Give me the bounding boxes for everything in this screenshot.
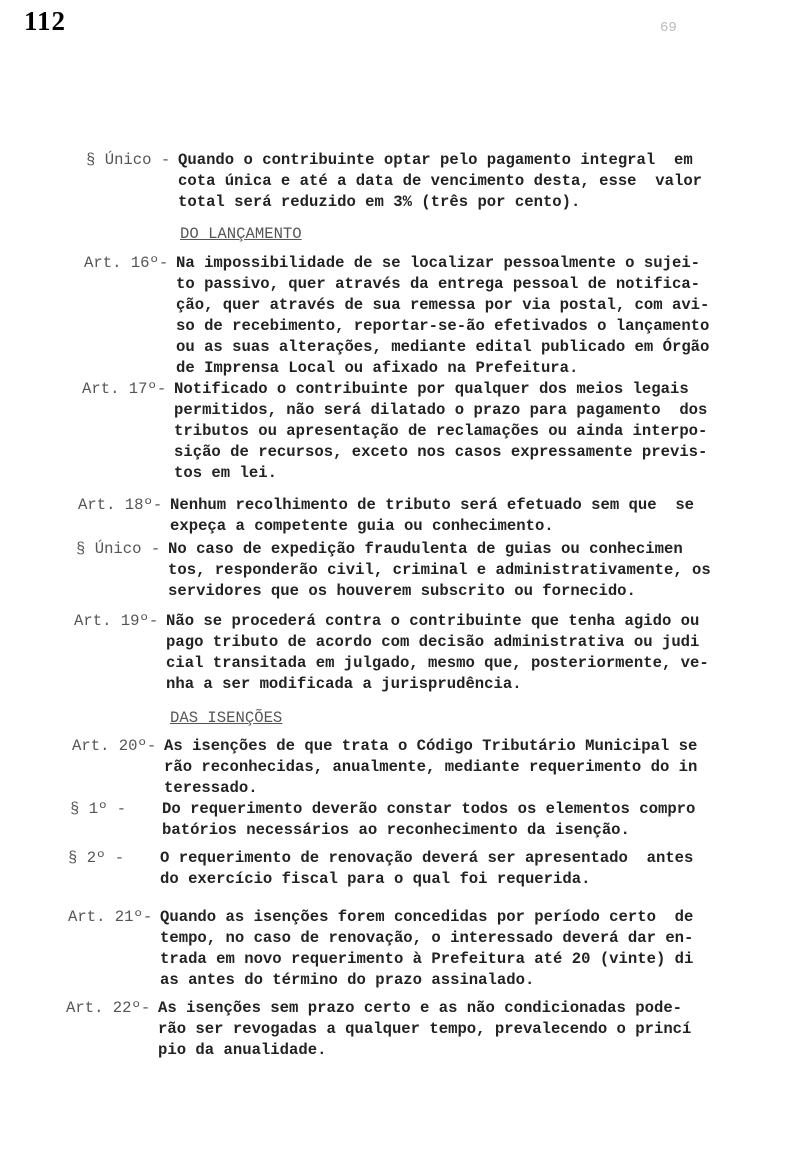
article-text-line: nha a ser modificada a jurisprudência. — [166, 675, 522, 693]
article-text-line: Nenhum recolhimento de tributo será efetuado sem que se — [170, 496, 695, 514]
article-text-line: As isenções de que trata o Código Tributário Municipal se — [164, 737, 698, 755]
article-text-line: tributos ou apresentação de reclamações ou ainda interpo- — [174, 422, 708, 440]
article-text-line: total será reduzido em 3% (três por cento). — [178, 193, 581, 211]
article-text-line: cial transitada em julgado, mesmo que, posteriormente, ve- — [166, 654, 709, 672]
section-heading: DAS ISENÇÕES — [170, 709, 283, 727]
article-text-line: servidores que os houverem subscrito ou fornecido. — [168, 582, 636, 600]
article-text-line: do exercício fiscal para o qual foi requerida. — [160, 870, 591, 888]
article-text-line: so de recebimento, reportar-se-ão efetivados o lançamento — [176, 317, 710, 335]
section-heading: DO LANÇAMENTO — [180, 225, 302, 243]
article-label: Art. 22º- — [66, 999, 151, 1017]
article-label: Art. 17º- — [82, 380, 167, 398]
article-text-line: O requerimento de renovação deverá ser apresentado antes — [160, 849, 694, 867]
page-number: 112 — [24, 6, 67, 36]
article-text-line: As isenções sem prazo certo e as não condicionadas pode- — [158, 999, 683, 1017]
article-text-line: tos, responderão civil, criminal e administrativamente, os — [168, 561, 711, 579]
article-label: § Único - — [76, 540, 161, 558]
article-text-line: Quando o contribuinte optar pelo pagamento integral em — [178, 151, 693, 169]
article-text-line: Notificado o contribuinte por qualquer dos meios legais — [174, 380, 689, 398]
article-text-line: permitidos, não será dilatado o prazo para pagamento dos — [174, 401, 708, 419]
article-text-line: teressado. — [164, 779, 258, 797]
article-text-line: Na impossibilidade de se localizar pessoalmente o sujei- — [176, 254, 701, 272]
article-label: Art. 20º- — [72, 737, 157, 755]
page-stamp: 69 — [660, 20, 677, 36]
article-text-line: to passivo, quer através da entrega pessoal de notifica- — [176, 275, 701, 293]
article-label: § 1º - — [70, 800, 127, 818]
article-text-line: expeça a competente guia ou conhecimento. — [170, 517, 554, 535]
article-text-line: tos em lei. — [174, 464, 277, 482]
article-text-line: Do requerimento deverão constar todos os elementos compro — [162, 800, 696, 818]
article-label: Art. 19º- — [74, 612, 159, 630]
article-text-line: ou as suas alterações, mediante edital publicado em Órgão — [176, 338, 710, 356]
article-text-line: ção, quer através de sua remessa por via postal, com avi- — [176, 296, 710, 314]
article-label: Art. 21º- — [68, 908, 153, 926]
article-text-line: batórios necessários ao reconhecimento da isenção. — [162, 821, 630, 839]
article-text-line: pio da anualidade. — [158, 1041, 327, 1059]
article-text-line: rão reconhecidas, anualmente, mediante requerimento do in — [164, 758, 698, 776]
article-text-line: pago tributo de acordo com decisão administrativa ou judi — [166, 633, 700, 651]
article-text-line: rão ser revogadas a qualquer tempo, prevalecendo o princí — [158, 1020, 692, 1038]
article-label: § 2º - — [68, 849, 125, 867]
article-label: Art. 16º- — [84, 254, 169, 272]
article-text-line: Quando as isenções forem concedidas por período certo de — [160, 908, 694, 926]
article-text-line: cota única e até a data de vencimento desta, esse valor — [178, 172, 703, 190]
article-label: Art. 18º- — [78, 496, 163, 514]
article-text-line: trada em novo requerimento à Prefeitura até 20 (vinte) di — [160, 950, 694, 968]
article-text-line: de Imprensa Local ou afixado na Prefeitura. — [176, 359, 579, 377]
article-text-line: No caso de expedição fraudulenta de guias ou conhecimen — [168, 540, 683, 558]
article-text-line: Não se procederá contra o contribuinte que tenha agido ou — [166, 612, 700, 630]
article-text-line: tempo, no caso de renovação, o interessado deverá dar en- — [160, 929, 694, 947]
article-text-line: sição de recursos, exceto nos casos expressamente previs- — [174, 443, 708, 461]
article-text-line: as antes do término do prazo assinalado. — [160, 971, 535, 989]
article-label: § Único - — [86, 151, 171, 169]
